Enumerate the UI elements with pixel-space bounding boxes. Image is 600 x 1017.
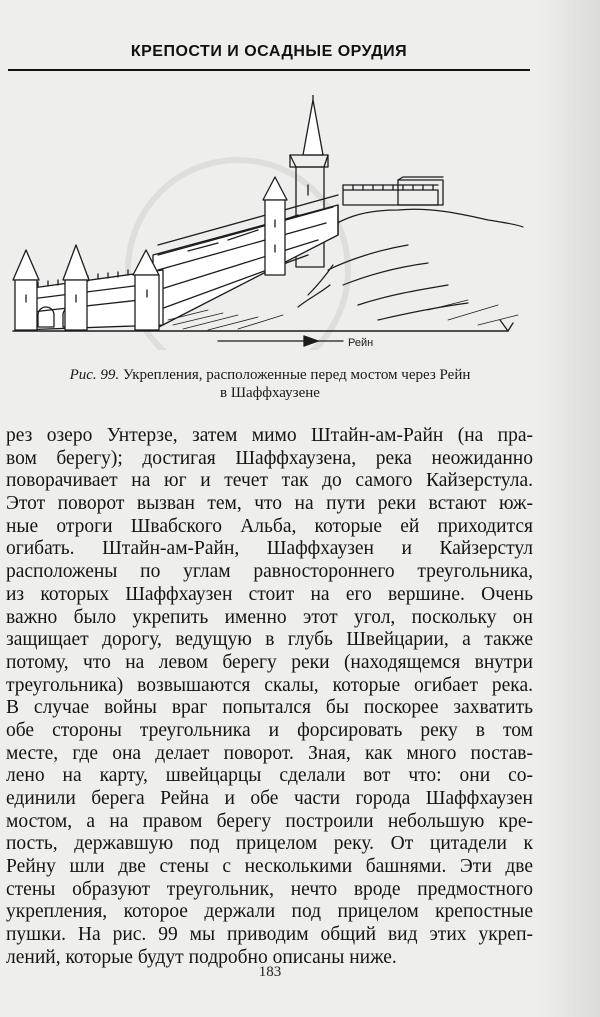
upper-citadel-wall xyxy=(343,177,443,205)
text-line: из которых Шаффхаузен стоит на его вершине. Очень xyxy=(6,583,533,605)
text-line: защищает дорогу, ведущую в глубь Швейцарии, а также xyxy=(6,629,533,651)
text-line: стены образуют треугольник, нечто вроде предмостного xyxy=(6,878,533,900)
text-line: лений, которые будут подробно описаны ниже. xyxy=(6,946,397,968)
text-line: укрепления, которое держали под прицелом крепостные xyxy=(6,901,533,923)
page-number: 183 xyxy=(258,964,282,980)
fortification-illustration xyxy=(8,95,528,350)
header-rule xyxy=(8,69,530,71)
text-line: рез озеро Унтерзе, затем мимо Штайн-ам-Райн (на пра- xyxy=(6,425,533,446)
text-line: месте, где она делает поворот. Зная, как много постав- xyxy=(6,742,533,764)
text-line: В случае войны враг попытался бы поскорее захватить xyxy=(6,697,533,719)
text-line: Этот поворот вызван тем, что на пути реки встают юж- xyxy=(6,493,533,515)
text-line: важно было укрепить именно этот угол, поскольку он xyxy=(6,606,533,628)
mid-tower xyxy=(263,177,287,275)
text-line: Рейну шли две стены с несколькими башнями. Эти две xyxy=(6,856,533,878)
text-line: пость, державшую под прицелом реку. От цитадели к xyxy=(6,833,533,855)
text-line: вом берегу); достигая Шаффхаузена, река неожиданно xyxy=(6,447,533,469)
text-line: поворачивает на юг и течет так до самого Кайзерстула. xyxy=(6,470,533,492)
caption-label: Рис. 99. xyxy=(69,367,120,383)
text-line: обе стороны треугольника и форсировать реку в том xyxy=(6,719,533,741)
page-edge-shadow xyxy=(538,0,600,1017)
text-line: ные отроги Швабского Альба, которые ей приходится xyxy=(6,515,533,537)
sloping-wall xyxy=(153,195,338,330)
text-line: мостом, а на правом берегу построили небольшую кре- xyxy=(6,810,533,832)
river-label: Рейн xyxy=(348,337,374,349)
running-header: КРЕПОСТИ И ОСАДНЫЕ ОРУДИЯ xyxy=(130,43,408,60)
text-line: потому, что на левом берегу реки (находящемся внутри xyxy=(6,651,533,673)
caption-text-1: Укрепления, расположенные перед мостом через Рейн xyxy=(122,367,471,383)
body-paragraph xyxy=(6,425,533,970)
text-line: единили берега Рейна и обе части города Шаффхаузен xyxy=(6,788,533,809)
text-line: огибать. Штайн-ам-Райн, Шаффхаузен и Кайзерстул xyxy=(6,538,533,560)
text-line: лено на карту, швейцарцы сделали вот что: они со- xyxy=(6,765,533,787)
figure-caption xyxy=(30,366,510,402)
left-tower-2 xyxy=(63,245,89,330)
text-line: пушки. На рис. 99 мы приводим общий вид этих укреп- xyxy=(6,924,533,946)
left-tower-1 xyxy=(13,250,39,330)
text-line: треугольника) возвышаются скалы, которые огибает река. xyxy=(6,674,533,696)
caption-text-2: в Шаффхаузене xyxy=(220,385,320,401)
text-line: расположены по углам равностороннего треугольника, xyxy=(6,561,533,583)
